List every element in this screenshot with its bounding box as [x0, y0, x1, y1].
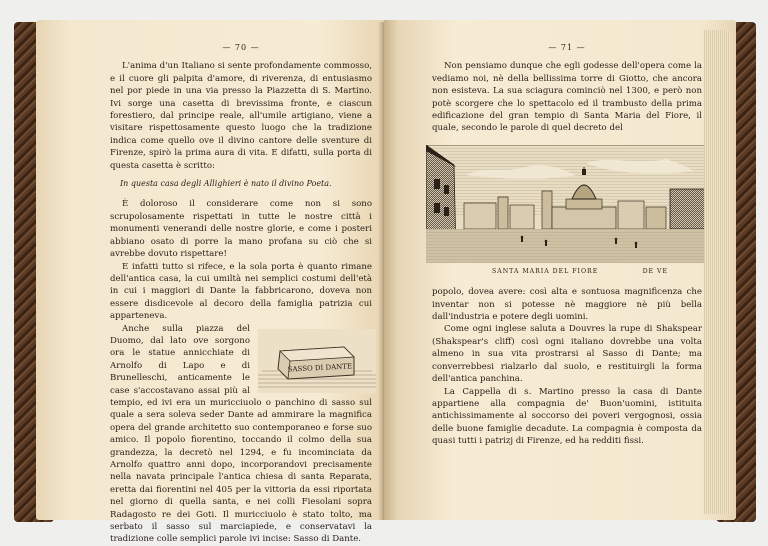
- paragraph: Come ogni inglese saluta a Douvres la rupe di Shakspear (Shakspear's cliff) così ogni italiano dovrebbe una volta almeno in sua vita prostrarsi al Sasso di Dante; ma converrebbesi rialzarlo dal suolo, e restituirgli la forma dell'antica panchina.: [432, 324, 702, 385]
- paragraph: L'anima d'un Italiano si sente profondamente commosso, e il cuore gli palpita d'amore, di riverenza, di entusiasmo nel por piede in una via presso la Piazzetta di S. Martino. Ivi sorge una casetta di brevissima fronte, e ciascun forestiero, dal principe reale, all'umile artigiano, viene a visitare rispettosamente questo luogo che la tradizione indica come quello ove il divino cantore delle sventure di Firenze, spirò la prima aura di vita. E difatti, sulla porta di questa casetta è scritto:: [110, 61, 372, 171]
- paragraph: E infatti tutto si rifece, e la sola porta è quanto rimane dell'antica casa, la cui umiltà nei semplici costumi dell'età in cui i maggiori di Dante la fabbricarono, doveva non essere disdicevole al decoro della famiglia patrizia cui apparteneva.: [110, 261, 372, 322]
- stone-inscription: SASSO DI DANTE: [287, 361, 353, 374]
- left-page: [36, 20, 392, 545]
- santa-maria-del-fiore-engraving: [426, 145, 708, 263]
- sasso-di-dante-illustration: [258, 329, 376, 393]
- page-number: — 70 —: [222, 43, 260, 52]
- engraver-signature: DE VE: [642, 267, 668, 275]
- figure-caption-row: [432, 266, 702, 278]
- inscription-text: In questa casa degli Allighieri è nato il divino Poeta.: [120, 179, 332, 189]
- paragraph: È doloroso il considerare come non si sono scrupolosamente rispettati in tutte le nostre città i monumenti venerandi delle nostre glorie, e come i posteri abbiano osato di porre la mano profana su ciò che si avrebbe dovuto rispettare!: [110, 199, 372, 260]
- open-book: [14, 14, 756, 545]
- paragraph: Non pensiamo dunque che egli godesse dell'opera come la vediamo noi, nè della bellissima torre di Giotto, che ancora non esisteva. La sua sciagura cominciò nel 1300, e però non potè scorgere che lo spettacolo ed il trambusto della prima edificazione del gran tempio di Santa Maria del Fiore, il quale, secondo le parole di quel decreto del: [432, 61, 702, 134]
- right-page: [384, 20, 736, 520]
- page-edges-right: [704, 30, 730, 514]
- page-number: — 71 —: [548, 43, 586, 52]
- paragraph: popolo, dovea avere: così alta e sontuosa magnificenza che inventar non si potesse nè maggiore nè più bella dall'industria e potere degli uomini.: [432, 287, 702, 323]
- paragraph: La Cappella di s. Martino presso la casa di Dante appartiene alla compagnia de' Buon'uomini, istituita antichissimamente al soccorso dei poveri vergognosi, ossia delle buone famiglie decadute. La compagnia è composta da quasi tutti i patrizj di Firenze, ed ha redditi fissi.: [432, 386, 702, 447]
- paragraph: Anche sulla piazza del Duomo, dal lato ove sorgono ora le statue annicchiate di Arnolfo di Lapo e di Brunelleschi, anticamente le case s'accostavano assai più al tempio, ed ivi era un muricciuolo o panchino di sasso sul quale a sera soleva seder Dante ad ammirare la magnifica opera del grande architetto suo contemporaneo e forse suo amico. Il popolo fiorentino, toccando il colmo della sua grandezza, la decretò nel 1294, e fu incominciata da Arnolfo quattro anni dopo, incorporandovi precisamente nella navata principale l'antica chiesa di santa Reparata, eretta dai fiorentini nel 405 per la vittoria da essi riportata nel giorno di quella santa, e nei colli Fiesolani sopra Radagosto re dei Goti. Il muricciuolo è stato tolto, ma serbato il sasso sul marciapiede, e conservatavi la tradizione colle semplici parole ivi incise: Sasso di Dante.: [110, 323, 372, 545]
- figure-caption: SANTA MARIA DEL FIORE: [492, 267, 599, 275]
